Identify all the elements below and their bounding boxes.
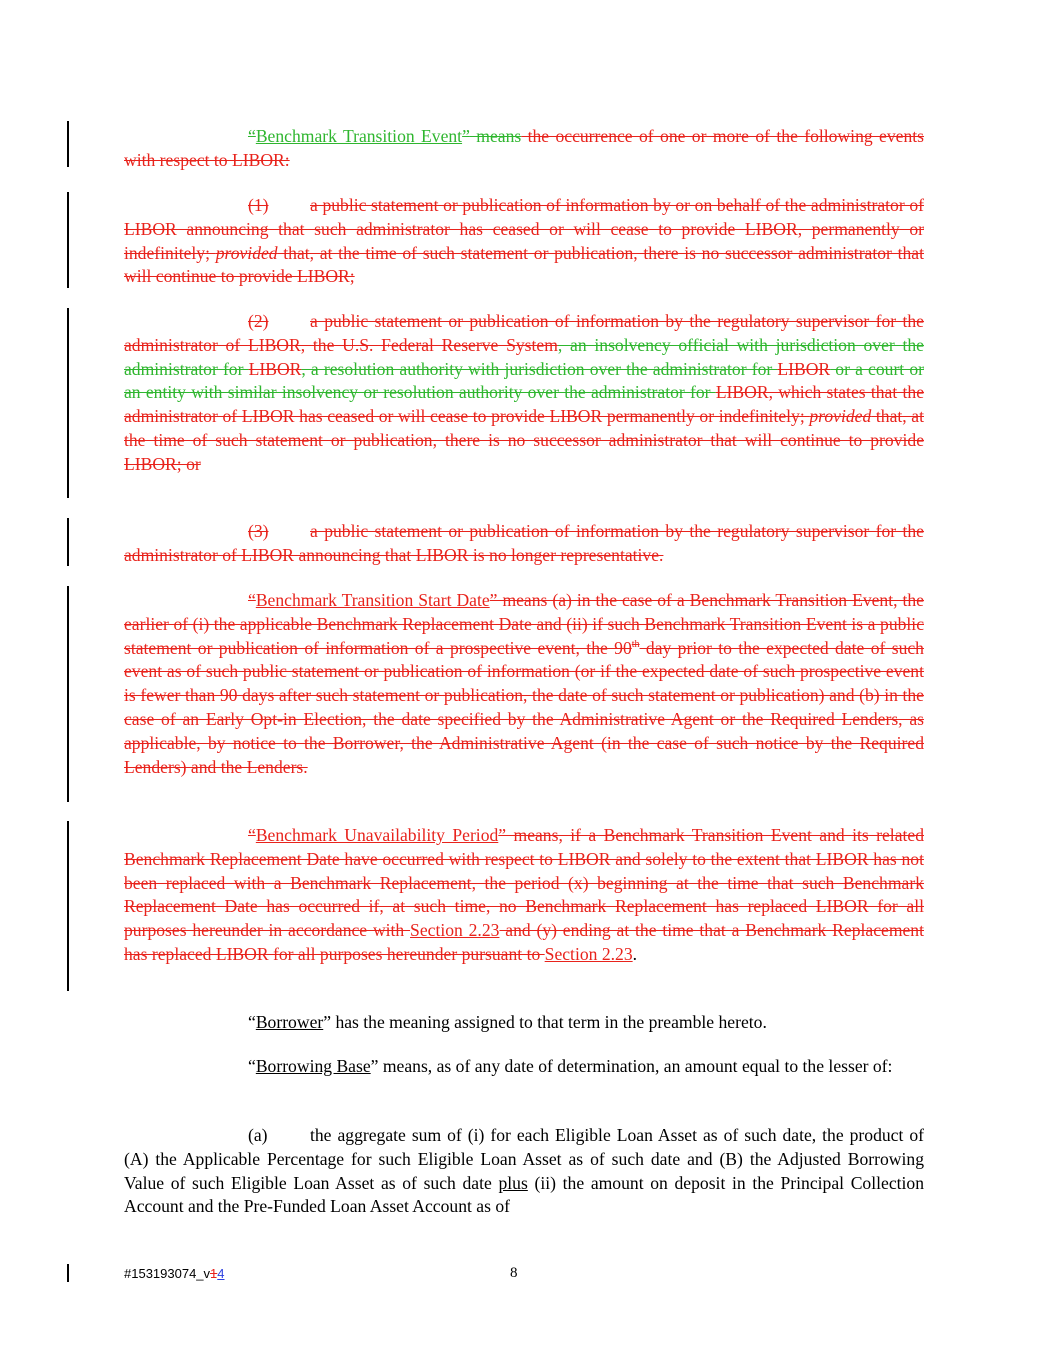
change-bar: [67, 518, 69, 566]
clause-number: (2): [248, 311, 269, 331]
document-id: [124, 1266, 225, 1281]
change-bar: [67, 1264, 69, 1282]
open-quote: “: [248, 126, 256, 146]
clause-text: a public statement or publication of information by or on behalf of the administrator of LIBOR announcing that such administrator has ceased or will cease to provide LIBOR, permanently or indefinitely;: [124, 195, 924, 263]
clause-number: (a): [248, 1125, 268, 1145]
change-bar: [67, 586, 69, 802]
clause-text: LIBOR, which states that the administrator of LIBOR has ceased or will cease to provide LIBOR permanently or indefinitely;: [124, 382, 924, 427]
definition-benchmark-transition-event: [124, 125, 924, 173]
clause-text: LIBOR: [777, 358, 831, 379]
change-bar: [67, 121, 69, 167]
defined-term: Benchmark Transition Event: [255, 126, 463, 146]
change-bar: [67, 821, 69, 991]
clause-text: that, at the time of such statement or publication, there is no successor administrator that will continue to provide LIBOR; or: [124, 406, 924, 474]
provided-term: provided: [215, 242, 278, 263]
clause-1: [124, 194, 924, 289]
provided-term: provided: [809, 406, 872, 427]
period: .: [632, 943, 638, 964]
definition-text: ” has the meaning assigned to that term in the preamble hereto.: [323, 1012, 767, 1032]
clause-text: the aggregate sum of (i) for each Eligible Loan Asset as of such date, the product of (A) the Applicable Percentage for such Eligible Loan Asset as of such date and (B) the Adjusted Borrowing Value of such Eligible Loan Asset as of such date: [124, 1125, 924, 1193]
version-old: 1: [210, 1266, 218, 1281]
means-text: means: [469, 126, 522, 146]
clause-text: a public statement or publication of information by the regulatory supervisor for the administrator of LIBOR announcing that LIBOR is no longer representative.: [124, 521, 924, 565]
clause-3: [124, 520, 924, 568]
moved-text: , an insolvency official with jurisdiction over the administrator for: [124, 334, 924, 379]
plus-term: plus: [498, 1172, 528, 1193]
defined-term: Borrower: [255, 1012, 324, 1032]
open-quote: “: [248, 1012, 256, 1032]
change-bar: [67, 308, 69, 498]
clause-number: (3): [248, 521, 269, 541]
clause-text: LIBOR: [248, 358, 302, 379]
clause-2: [124, 310, 924, 477]
section-reference[interactable]: Section 2.23: [544, 943, 633, 964]
definition-text: the occurrence of one or more of the following events with respect to LIBOR:: [124, 126, 924, 170]
section-reference[interactable]: Section 2.23: [410, 920, 500, 941]
moved-text: or a court or an entity with similar insolvency or resolution authority over the administrator for: [124, 358, 924, 403]
clause-text: a public statement or publication of information by the regulatory supervisor for the administrator of LIBOR, the U.S. Federal Reserve System: [124, 311, 924, 355]
change-bar: [67, 192, 69, 288]
definition-text: ” means, as of any date of determination, an amount equal to the lesser of:: [370, 1056, 893, 1076]
definition-text: ” means (a) in the case of a Benchmark Transition Event, the earlier of (i) the applicable Benchmark Replacement Date and (ii) if such Benchmark Transition Event is a public statement or publication of information of a prospective event, the 90: [124, 590, 924, 658]
superscript: th: [631, 638, 640, 650]
defined-term: Borrowing Base: [255, 1056, 371, 1076]
definition-benchmark-transition-start-date: [124, 589, 924, 779]
moved-text: , a resolution authority with jurisdiction over the administrator for: [301, 358, 778, 379]
clause-text: (ii) the amount on deposit in the Principal Collection Account and the Pre-Funded Loan Asset Account as of: [124, 1172, 924, 1217]
clause-a: [124, 1124, 924, 1219]
page-number: 8: [510, 1265, 518, 1281]
definition-text: ” means, if a Benchmark Transition Event and its related Benchmark Replacement Date have occurred with respect to LIBOR and solely to the extent that LIBOR has not been replaced with a Benchmark Replacement, the period (x) beginning at the time that such Benchmark Replacement Date has occurred if, at such time, no Benchmark Replacement has replaced LIBOR for all purposes hereunder in accordance with: [124, 825, 924, 941]
version-new: 4: [217, 1266, 225, 1281]
open-quote: “: [248, 1056, 256, 1076]
defined-term: Benchmark Unavailability Period: [255, 825, 499, 845]
definition-benchmark-unavailability-period: [124, 824, 924, 967]
open-quote: “: [248, 590, 256, 610]
clause-text: that, at the time of such statement or publication, there is no successor administrator that will continue to provide LIBOR;: [124, 242, 924, 287]
definition-borrowing-base: [124, 1055, 924, 1079]
definition-text: day prior to the expected date of such event as of such public statement or publication of information (or if the expected date of such prospective event is fewer than 90 days after such statement or publication, the date of such statement or publication) and (b) in the case of an Early Opt-in Election, the date specified by the Administrative Agent or the Required Lenders, as applicable, by notice to the Borrower, the Administrative Agent (in the case of such notice by the Required Lenders) and the Lenders.: [124, 637, 924, 777]
clause-number: (1): [248, 195, 269, 215]
open-quote: “: [248, 825, 256, 845]
definition-text: and (y) ending at the time that a Benchmark Replacement has replaced LIBOR for all purposes hereunder pursuant to: [124, 920, 924, 964]
defined-term: Benchmark Transition Start Date: [255, 590, 490, 610]
close-quote: ”: [462, 126, 470, 146]
doc-prefix: #153193074_v: [124, 1266, 211, 1281]
definition-borrower: [124, 1011, 924, 1035]
